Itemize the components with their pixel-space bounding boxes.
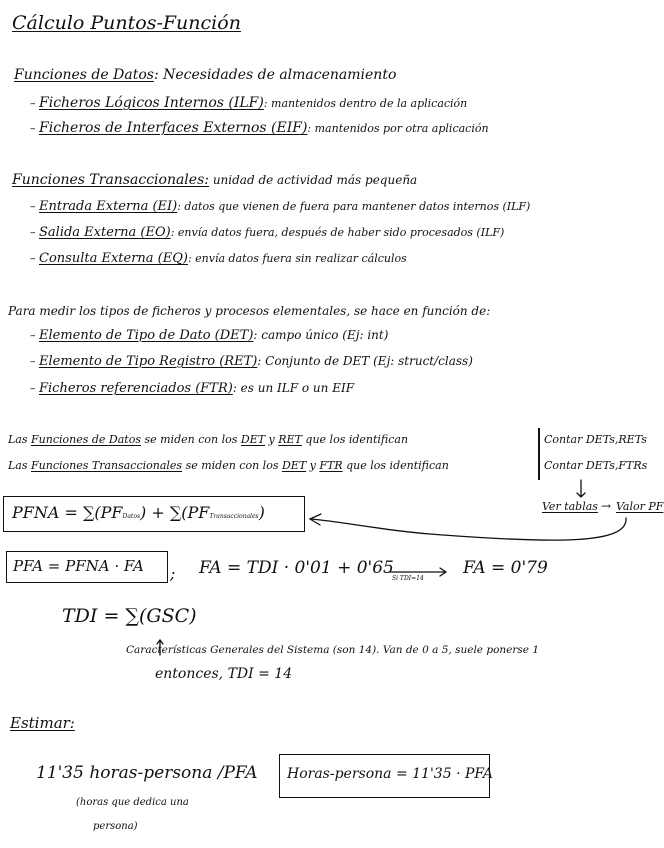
miden-word: Las bbox=[8, 433, 28, 446]
miden-term: FTR bbox=[319, 459, 343, 472]
side-note-2: Contar DETs,FTRs bbox=[544, 459, 648, 472]
medir-item-desc: : campo único (Ej: int) bbox=[253, 328, 389, 342]
medir-item-desc: : Conjunto de DET (Ej: struct/class) bbox=[257, 354, 473, 368]
pfna-sum: ∑(PF bbox=[83, 503, 123, 522]
medir-item-term: Elemento de Tipo de Dato (DET) bbox=[39, 328, 254, 343]
miden-word: se miden con los bbox=[144, 433, 238, 446]
side-note-1: Contar DETs,RETs bbox=[544, 433, 647, 446]
medir-item: – Ficheros referenciados (FTR): es un ILF o un EIF bbox=[30, 381, 355, 396]
miden-term: Funciones de Datos bbox=[31, 433, 141, 446]
miden-word: que los identifican bbox=[305, 433, 409, 446]
curved-arrow-icon bbox=[311, 518, 626, 540]
datos-item-desc: : mantenidos por otra aplicación bbox=[307, 122, 489, 135]
medir-item: – Elemento de Tipo Registro (RET): Conjunto de DET (Ej: struct/class) bbox=[30, 354, 473, 369]
trans-heading: Funciones Transaccionales: bbox=[12, 172, 209, 188]
trans-item: – Salida Externa (EO): envía datos fuera, después de haber sido procesados (ILF) bbox=[30, 225, 505, 240]
miden-term: DET bbox=[240, 433, 266, 446]
tdi-note-2: entonces, TDI = 14 bbox=[155, 666, 293, 682]
pfa-formula: PFA = PFNA · FA bbox=[13, 557, 144, 575]
pfna-sum: ∑(PF bbox=[169, 503, 210, 522]
medir-intro: Para medir los tipos de ficheros y procesos elementales, se hace en función de: bbox=[8, 304, 491, 318]
datos-heading-rest: : Necesidades de almacenamiento bbox=[153, 67, 397, 83]
datos-item-desc: : mantenidos dentro de la aplicación bbox=[263, 97, 468, 110]
fa-result: FA = 0'79 bbox=[463, 558, 548, 578]
miden-word: Las bbox=[8, 459, 28, 472]
datos-item-term: Ficheros Lógicos Internos (ILF) bbox=[39, 95, 264, 111]
trans-item-term: Consulta Externa (EQ) bbox=[39, 251, 188, 266]
estimar-rate: 11'35 horas-persona /PFA bbox=[36, 763, 258, 783]
trans-item: – Entrada Externa (EI): datos que vienen de fuera para mantener datos internos (ILF) bbox=[30, 199, 531, 214]
down-arrow-icon bbox=[577, 480, 585, 497]
datos-heading: Funciones de Datos bbox=[14, 67, 154, 83]
up-arrow-icon bbox=[157, 640, 163, 655]
arrow-glyph: → bbox=[601, 499, 612, 513]
fa-arrow-note: Si TDI=14 bbox=[392, 575, 424, 582]
estimar-rate-note-1: (horas que dedica una bbox=[76, 797, 189, 808]
fa-formula: FA = TDI · 0'01 + 0'65 bbox=[199, 558, 394, 578]
miden-word: y bbox=[268, 433, 275, 446]
datos-item-term: Ficheros de Interfaces Externos (EIF) bbox=[39, 120, 308, 136]
miden-word: se miden con los bbox=[185, 459, 279, 472]
datos-item: – Ficheros Lógicos Internos (ILF): mantenidos dentro de la aplicación bbox=[30, 95, 468, 111]
estimar-rate-note-2: persona) bbox=[93, 821, 138, 832]
trans-item: – Consulta Externa (EQ): envía datos fuera sin realizar cálculos bbox=[30, 251, 407, 266]
miden-term: DET bbox=[281, 459, 307, 472]
page-title: Cálculo Puntos-Función bbox=[12, 12, 241, 34]
right-arrow-icon bbox=[389, 568, 446, 576]
trans-item-term: Salida Externa (EO) bbox=[39, 225, 171, 240]
tdi-formula: TDI = ∑(GSC) bbox=[62, 605, 197, 627]
trans-item-desc: : datos que vienen de fuera para mantener datos internos (ILF) bbox=[177, 200, 531, 213]
pfna-plus: ) + bbox=[140, 503, 170, 522]
datos-item: – Ficheros de Interfaces Externos (EIF): mantenidos por otra aplicación bbox=[30, 120, 489, 136]
trans-heading-rest: unidad de actividad más pequeña bbox=[212, 173, 418, 187]
trans-item-desc: : envía datos fuera, después de haber sido procesados (ILF) bbox=[170, 226, 505, 239]
tdi-note-1: Características Generales del Sistema (son 14). Van de 0 a 5, suele ponerse 1 bbox=[126, 644, 540, 656]
pfna-close: ) bbox=[258, 503, 265, 522]
estimar-heading: Estimar: bbox=[10, 714, 75, 732]
medir-item-term: Ficheros referenciados (FTR) bbox=[39, 381, 233, 396]
trans-item-term: Entrada Externa (EI) bbox=[39, 199, 178, 214]
pfna-lhs: PFNA = bbox=[12, 503, 83, 522]
medir-item-term: Elemento de Tipo Registro (RET) bbox=[39, 354, 258, 369]
medir-item-desc: : es un ILF o un EIF bbox=[232, 381, 355, 395]
pfna-subscript: Transaccionales bbox=[209, 513, 259, 520]
pfa-semicolon: ; bbox=[170, 564, 176, 583]
valor-pf: Valor PF bbox=[616, 500, 664, 513]
miden-word: y bbox=[309, 459, 316, 472]
miden-term: RET bbox=[278, 433, 302, 446]
trans-item-desc: : envía datos fuera sin realizar cálculos bbox=[187, 252, 407, 265]
medir-item: – Elemento de Tipo de Dato (DET): campo único (Ej: int) bbox=[30, 328, 389, 343]
pfna-subscript: Datos bbox=[122, 513, 141, 520]
horas-formula: Horas-persona = 11'35 · PFA bbox=[287, 766, 493, 782]
ver-tablas: Ver tablas bbox=[542, 500, 598, 513]
miden-word: que los identifican bbox=[346, 459, 449, 472]
miden-term: Funciones Transaccionales bbox=[31, 459, 183, 472]
